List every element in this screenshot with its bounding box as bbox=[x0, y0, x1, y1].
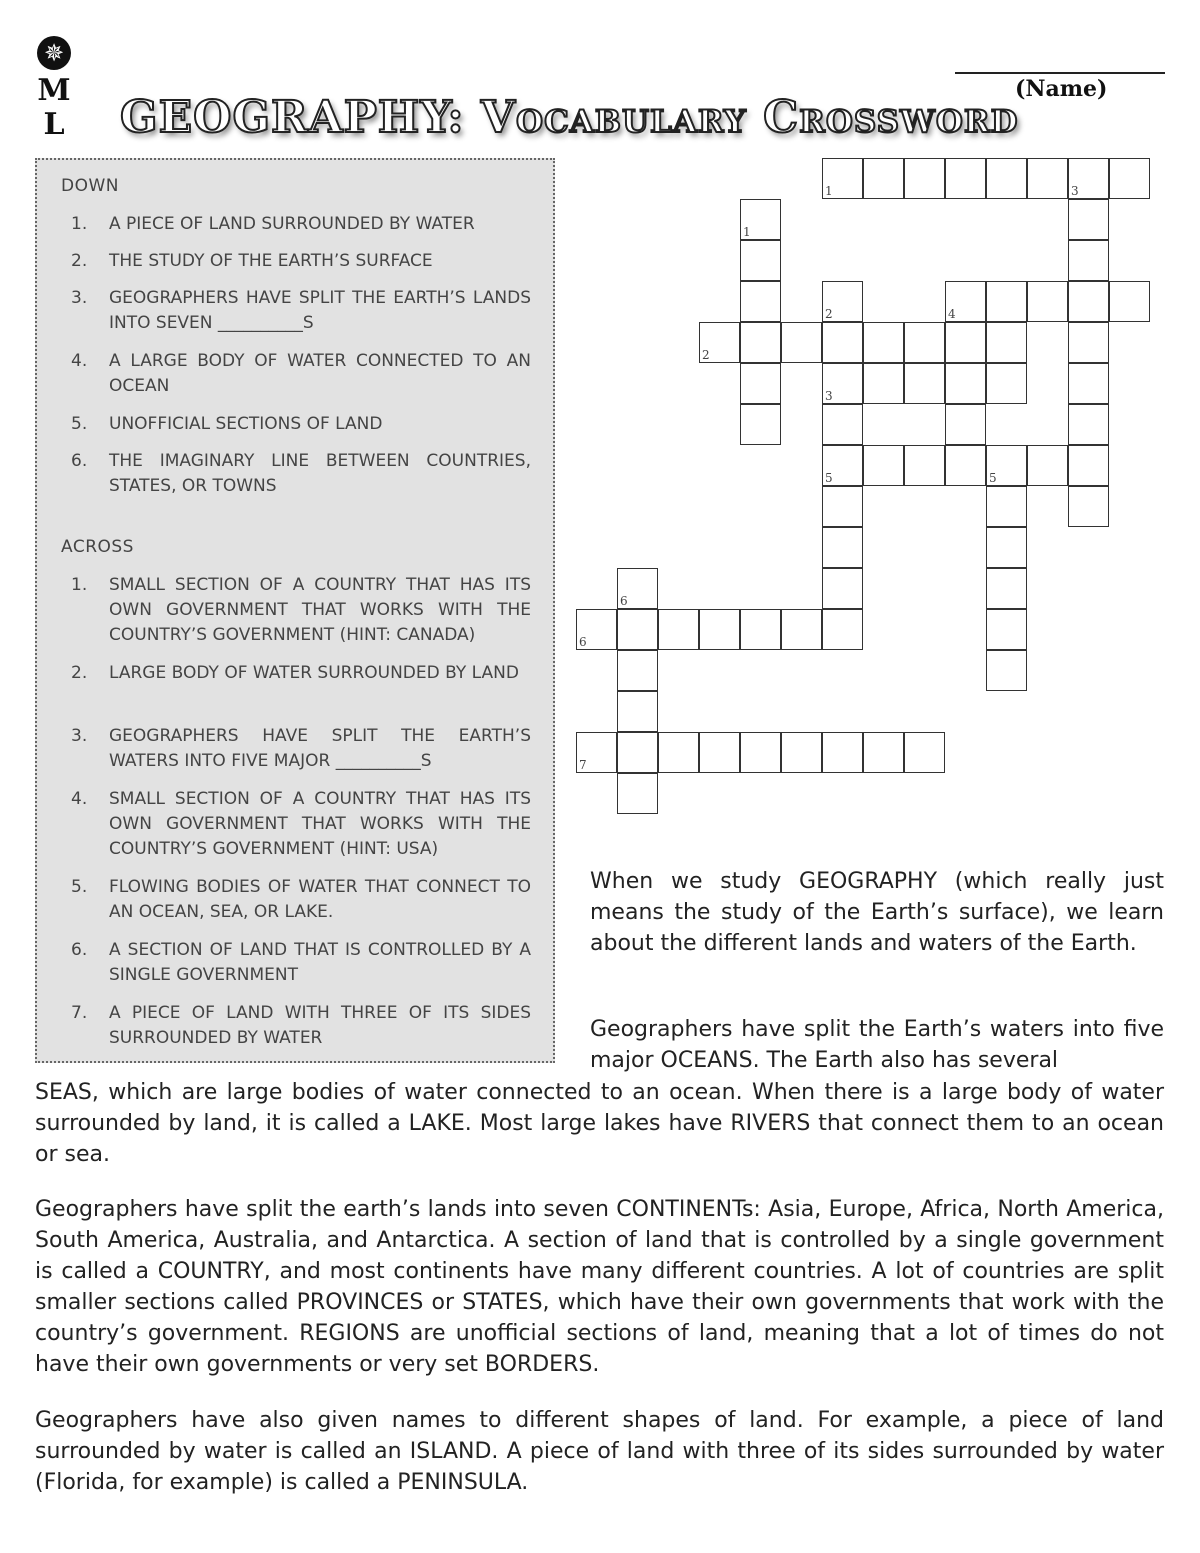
clue-number: 4. bbox=[71, 789, 88, 809]
clue-down-4 bbox=[71, 349, 531, 399]
clue-across-6 bbox=[71, 938, 531, 988]
clue-number: 1. bbox=[71, 214, 88, 234]
clue-text: A LARGE BODY OF WATER CONNECTED TO AN OCEAN bbox=[109, 351, 531, 396]
compass-icon: ✵ bbox=[37, 36, 71, 70]
clue-across-2 bbox=[71, 661, 531, 686]
clue-text: LARGE BODY OF WATER SURROUNDED BY LAND bbox=[109, 663, 519, 683]
clue-down-3 bbox=[71, 286, 531, 336]
crossword-cell[interactable] bbox=[1068, 322, 1109, 363]
name-line[interactable] bbox=[955, 72, 1165, 74]
crossword-cell[interactable] bbox=[617, 732, 658, 773]
crossword-cell[interactable] bbox=[863, 445, 904, 486]
clue-down-2 bbox=[71, 249, 531, 274]
clue-text: GEOGRAPHERS HAVE SPLIT THE EARTH’S LANDS INTO SEVEN __________S bbox=[109, 288, 531, 333]
clue-number: 2. bbox=[71, 251, 88, 271]
crossword-cell[interactable] bbox=[576, 609, 617, 650]
crossword-cell[interactable] bbox=[986, 445, 1027, 486]
clue-number: 5. bbox=[71, 877, 88, 897]
cell-number: 6 bbox=[620, 594, 628, 608]
clue-down-6 bbox=[71, 449, 531, 499]
crossword-cell[interactable] bbox=[986, 527, 1027, 568]
crossword-cell[interactable] bbox=[904, 445, 945, 486]
cell-number: 2 bbox=[825, 307, 833, 321]
continents-paragraph bbox=[35, 1194, 1164, 1380]
crossword-cell[interactable] bbox=[863, 158, 904, 199]
crossword-cell[interactable] bbox=[822, 158, 863, 199]
clue-number: 6. bbox=[71, 940, 88, 960]
crossword-cell[interactable] bbox=[986, 322, 1027, 363]
crossword-cell[interactable] bbox=[1068, 404, 1109, 445]
crossword-cell[interactable] bbox=[740, 609, 781, 650]
cell-number: 5 bbox=[989, 471, 997, 485]
clue-text: THE STUDY OF THE EARTH’S SURFACE bbox=[109, 251, 433, 271]
crossword-cell[interactable] bbox=[1109, 281, 1150, 322]
clue-text: GEOGRAPHERS HAVE SPLIT THE EARTH’S WATERS INTO FIVE MAJOR __________S bbox=[109, 726, 531, 771]
clue-text: FLOWING BODIES OF WATER THAT CONNECT TO AN OCEAN, SEA, OR LAKE. bbox=[109, 877, 531, 922]
crossword-cell[interactable] bbox=[740, 404, 781, 445]
crossword-cell[interactable] bbox=[945, 404, 986, 445]
across-heading: ACROSS bbox=[61, 537, 134, 557]
crossword-cell[interactable] bbox=[1068, 363, 1109, 404]
oceans-paragraph-start bbox=[590, 1014, 1164, 1076]
logo-letter: L bbox=[43, 107, 65, 142]
clue-across-3 bbox=[71, 724, 531, 774]
clue-number: 5. bbox=[71, 414, 88, 434]
clue-down-5 bbox=[71, 412, 531, 437]
logo-letter: M bbox=[37, 73, 71, 108]
crossword-cell[interactable] bbox=[986, 158, 1027, 199]
crossword-cell[interactable] bbox=[822, 486, 863, 527]
clue-number: 1. bbox=[71, 575, 88, 595]
crossword-cell[interactable] bbox=[863, 732, 904, 773]
crossword-cell[interactable] bbox=[576, 732, 617, 773]
clue-text: A PIECE OF LAND WITH THREE OF ITS SIDES SURROUNDED BY WATER bbox=[109, 1003, 531, 1048]
crossword-cell[interactable] bbox=[822, 404, 863, 445]
crossword-cell[interactable] bbox=[863, 363, 904, 404]
crossword-cell[interactable] bbox=[617, 773, 658, 814]
crossword-cell[interactable] bbox=[986, 486, 1027, 527]
clue-panel bbox=[35, 158, 555, 1063]
crossword-cell[interactable] bbox=[781, 609, 822, 650]
crossword-cell[interactable] bbox=[822, 445, 863, 486]
crossword-cell[interactable] bbox=[904, 732, 945, 773]
cell-number: 5 bbox=[825, 471, 833, 485]
down-heading: DOWN bbox=[61, 176, 119, 196]
crossword-cell[interactable] bbox=[822, 281, 863, 322]
cell-number: 1 bbox=[743, 225, 751, 239]
cell-number: 3 bbox=[1071, 184, 1079, 198]
crossword-cell[interactable] bbox=[945, 158, 986, 199]
crossword-cell[interactable] bbox=[699, 609, 740, 650]
crossword-cell[interactable] bbox=[1068, 486, 1109, 527]
crossword-cell[interactable] bbox=[863, 322, 904, 363]
cell-number: 4 bbox=[948, 307, 956, 321]
cell-number: 2 bbox=[702, 348, 710, 362]
crossword-cell[interactable] bbox=[822, 527, 863, 568]
crossword-cell[interactable] bbox=[617, 691, 658, 732]
crossword-cell[interactable] bbox=[1068, 445, 1109, 486]
crossword-cell[interactable] bbox=[617, 609, 658, 650]
intro-paragraph bbox=[590, 866, 1164, 959]
oceans-paragraph-end bbox=[35, 1077, 1164, 1170]
clue-number: 4. bbox=[71, 351, 88, 371]
clue-text: A PIECE OF LAND SURROUNDED BY WATER bbox=[109, 214, 475, 234]
crossword-cell[interactable] bbox=[740, 199, 781, 240]
crossword-cell[interactable] bbox=[822, 363, 863, 404]
crossword-cell[interactable] bbox=[699, 322, 740, 363]
crossword-cell[interactable] bbox=[986, 363, 1027, 404]
crossword-cell[interactable] bbox=[822, 322, 863, 363]
crossword-cell[interactable] bbox=[1109, 158, 1150, 199]
clue-text: UNOFFICIAL SECTIONS OF LAND bbox=[109, 414, 383, 434]
clue-across-7 bbox=[71, 1001, 531, 1051]
crossword-cell[interactable] bbox=[986, 568, 1027, 609]
cell-number: 7 bbox=[579, 758, 587, 772]
cell-number: 1 bbox=[825, 184, 833, 198]
crossword-cell[interactable] bbox=[1068, 158, 1109, 199]
crossword-cell[interactable] bbox=[986, 281, 1027, 322]
title-main: GEOGRAPHY: bbox=[120, 92, 481, 143]
cell-number: 6 bbox=[579, 635, 587, 649]
crossword-cell[interactable] bbox=[781, 732, 822, 773]
paragraph-text: Geographers have also given names to different shapes of land. For example, a piece of land surrounded by water is called an ISLAND. A piece of land with three of its sides surrounded by water (Florida, for example) is called a PENINSULA. bbox=[35, 1408, 1164, 1495]
crossword-cell[interactable] bbox=[986, 650, 1027, 691]
paragraph-text: Geographers have split the Earth’s waters into five major OCEANS. The Earth also has several bbox=[590, 1017, 1164, 1073]
clue-text: SMALL SECTION OF A COUNTRY THAT HAS ITS OWN GOVERNMENT THAT WORKS WITH THE COUNTRY’S GOVERNMENT (HINT: CANADA) bbox=[109, 575, 531, 645]
crossword-cell[interactable] bbox=[904, 363, 945, 404]
clue-across-1 bbox=[71, 573, 531, 648]
page-title bbox=[120, 92, 1018, 143]
clue-down-1 bbox=[71, 212, 531, 237]
clue-number: 7. bbox=[71, 1003, 88, 1023]
clue-across-4 bbox=[71, 787, 531, 862]
title-sub: Vocabulary Crossword bbox=[480, 92, 1019, 143]
crossword-cell[interactable] bbox=[740, 732, 781, 773]
paragraph-text: Geographers have split the earth’s lands into seven CONTINENTs: Asia, Europe, Africa, North America, South America, Australia, and Antarctica. A section of land that is controlled by a single government is called a COUNTRY, and most continents have many different countries. A lot of countries are split smaller sections called PROVINCES or STATES, which have their own governments that work with the country’s government. REGIONS are unofficial sections of land, meaning that a lot of times do not have their own governments or very set BORDERS. bbox=[35, 1197, 1164, 1377]
crossword-cell[interactable] bbox=[1027, 281, 1068, 322]
crossword-cell[interactable] bbox=[945, 281, 986, 322]
crossword-cell[interactable] bbox=[617, 568, 658, 609]
crossword-cell[interactable] bbox=[781, 322, 822, 363]
name-label: (Name) bbox=[1015, 76, 1108, 102]
clue-across-5 bbox=[71, 875, 531, 925]
crossword-cell[interactable] bbox=[945, 322, 986, 363]
crossword-cell[interactable] bbox=[822, 732, 863, 773]
crossword-cell[interactable] bbox=[822, 609, 863, 650]
crossword-cell[interactable] bbox=[740, 281, 781, 322]
crossword-cell[interactable] bbox=[658, 609, 699, 650]
clue-text: THE IMAGINARY LINE BETWEEN COUNTRIES, STATES, OR TOWNS bbox=[109, 451, 531, 496]
crossword-cell[interactable] bbox=[822, 568, 863, 609]
crossword-cell[interactable] bbox=[904, 158, 945, 199]
clue-number: 3. bbox=[71, 288, 88, 308]
crossword-cell[interactable] bbox=[740, 240, 781, 281]
crossword-cell[interactable] bbox=[1027, 445, 1068, 486]
crossword-cell[interactable] bbox=[740, 363, 781, 404]
crossword-cell[interactable] bbox=[658, 732, 699, 773]
clue-text: SMALL SECTION OF A COUNTRY THAT HAS ITS OWN GOVERNMENT THAT WORKS WITH THE COUNTRY’S GOVERNMENT (HINT: USA) bbox=[109, 789, 531, 859]
crossword-cell[interactable] bbox=[904, 322, 945, 363]
crossword-cell[interactable] bbox=[986, 609, 1027, 650]
crossword-cell[interactable] bbox=[945, 445, 986, 486]
clue-text: A SECTION OF LAND THAT IS CONTROLLED BY A SINGLE GOVERNMENT bbox=[109, 940, 531, 985]
clue-number: 2. bbox=[71, 663, 88, 683]
crossword-cell[interactable] bbox=[1068, 240, 1109, 281]
paragraph-text: SEAS, which are large bodies of water connected to an ocean. When there is a large body of water surrounded by land, it is called a LAKE. Most large lakes have RIVERS that connect them to an ocean or sea. bbox=[35, 1080, 1164, 1167]
clue-number: 6. bbox=[71, 451, 88, 471]
crossword-cell[interactable] bbox=[617, 650, 658, 691]
crossword-cell[interactable] bbox=[1027, 158, 1068, 199]
cell-number: 3 bbox=[825, 389, 833, 403]
crossword-cell[interactable] bbox=[1068, 199, 1109, 240]
clue-number: 3. bbox=[71, 726, 88, 746]
landforms-paragraph bbox=[35, 1405, 1164, 1498]
crossword-cell[interactable] bbox=[740, 322, 781, 363]
paragraph-text: When we study GEOGRAPHY (which really just means the study of the Earth’s surface), we learn about the different lands and waters of the Earth. bbox=[590, 869, 1164, 956]
logo bbox=[34, 36, 74, 142]
crossword-cell[interactable] bbox=[1068, 281, 1109, 322]
crossword-cell[interactable] bbox=[945, 363, 986, 404]
crossword-cell[interactable] bbox=[699, 732, 740, 773]
